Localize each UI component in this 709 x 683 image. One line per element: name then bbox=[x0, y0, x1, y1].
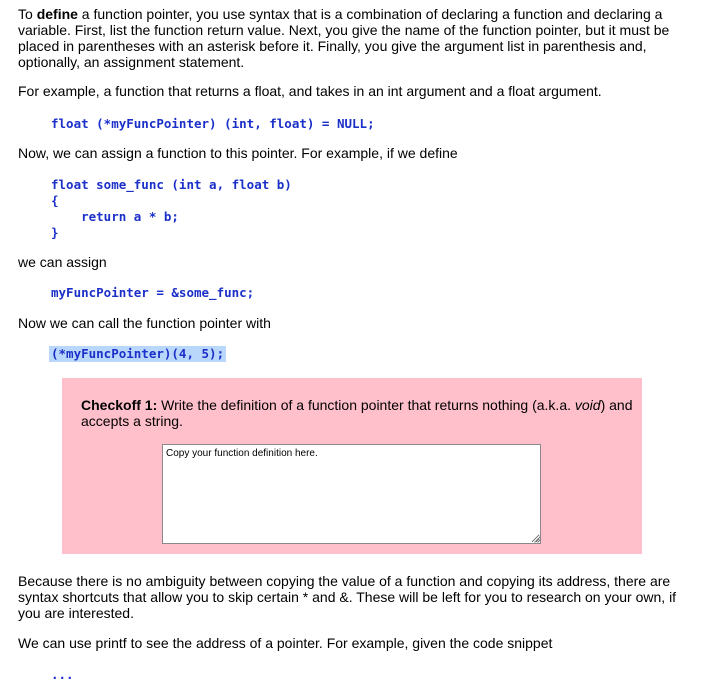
checkoff-text-before: Write the definition of a function pointer that returns nothing (a.k.a. bbox=[157, 397, 575, 413]
checkoff-void-italic: void bbox=[574, 397, 601, 413]
intro-rest: a function pointer, you use syntax that is a combination of declaring a function and declaring a variable. First, list the function return value. Next, you give the name of the function pointer, but it must be placed in parentheses with an asterisk before it. Finally, you give the argument list in parenthesis and, optionally, an assignment statement. bbox=[18, 6, 670, 70]
code-func-line-4: } bbox=[51, 225, 59, 240]
intro-define-bold: define bbox=[36, 6, 78, 22]
printf-paragraph: We can use printf to see the address of a pointer. For example, given the code snippet bbox=[18, 635, 553, 651]
code-func-line-3: return a * b; bbox=[51, 209, 179, 224]
code-func-line-1: float some_func (int a, float b) bbox=[51, 177, 292, 192]
function-definition-textarea[interactable] bbox=[162, 444, 541, 544]
call-intro-paragraph: Now we can call the function pointer with bbox=[18, 315, 271, 331]
code-call-pointer: (*myFuncPointer)(4, 5); bbox=[51, 346, 225, 361]
intro-prefix: To bbox=[18, 6, 37, 22]
checkoff-text-after: ) and accepts a string. bbox=[81, 397, 633, 429]
assign-intro-paragraph: Now, we can assign a function to this pointer. For example, if we define bbox=[18, 145, 458, 161]
checkoff-label: Checkoff 1: bbox=[81, 397, 158, 413]
code-assign-pointer: myFuncPointer = &some_func; bbox=[51, 285, 255, 300]
checkoff-box bbox=[62, 378, 642, 554]
code-ellipsis: ... bbox=[51, 667, 74, 682]
code-declare-pointer: float (*myFuncPointer) (int, float) = NULL; bbox=[51, 116, 375, 131]
we-can-assign-paragraph: we can assign bbox=[18, 254, 107, 270]
checkoff-prompt bbox=[81, 397, 633, 429]
syntax-shortcuts-paragraph: Because there is no ambiguity between copying the value of a function and copying its address, there are syntax shortcuts that allow you to skip certain * and &. These will be left for you to research on your own, if you are interested. bbox=[18, 573, 677, 621]
intro-paragraph bbox=[18, 6, 690, 70]
example-paragraph: For example, a function that returns a float, and takes in an int argument and a float argument. bbox=[18, 83, 602, 99]
code-func-line-2: { bbox=[51, 193, 59, 208]
